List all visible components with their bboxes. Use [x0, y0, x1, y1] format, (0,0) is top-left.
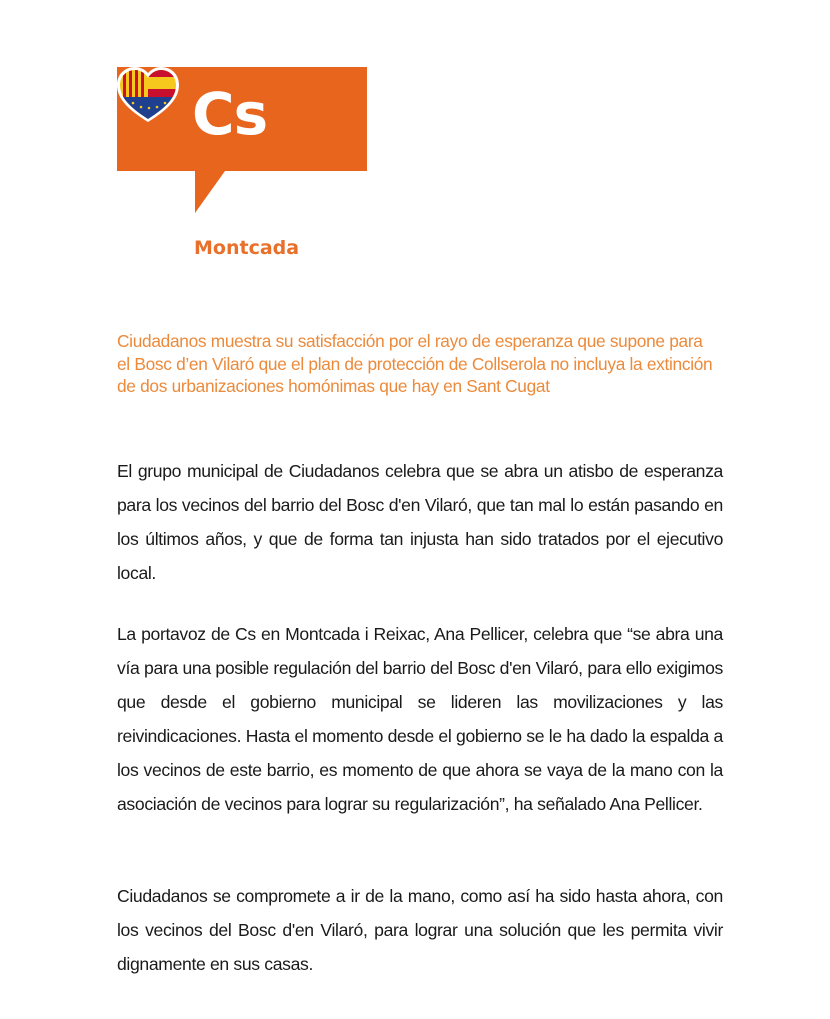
- logo-mark: Cs: [192, 80, 268, 148]
- cs-montcada-logo: [117, 67, 367, 267]
- body-paragraph: Ciudadanos se compromete a ir de la mano, como así ha sido hasta ahora, con los vecinos del Bosc d'en Vilaró, para lograr una solución que les permita vivir dignamente en sus casas.: [117, 886, 723, 974]
- body-paragraph: El grupo municipal de Ciudadanos celebra que se abra un atisbo de esperanza para los vecinos del barrio del Bosc d'en Vilaró, que tan mal lo están pasando en los últimos años, y que de forma tan injusta han sido tratados por el ejecutivo local.: [117, 461, 723, 583]
- body-paragraph: La portavoz de Cs en Montcada i Reixac, Ana Pellicer, celebra que “se abra una vía para una posible regulación del barrio del Bosc d'en Vilaró, para ello exigimos que desde el gobierno municipal se lideren las movilizaciones y las reivindicaciones. Hasta el momento desde el gobierno se le ha dado la espalda a los vecinos de este barrio, es momento de que ahora se vaya de la mano con la asociación de vecinos para lograr su regularización”, ha señalado Ana Pellicer.: [117, 624, 723, 814]
- logo-city-name: Montcada: [194, 237, 300, 259]
- article-subtitle: Ciudadanos muestra su satisfacción por el rayo de esperanza que supone para el Bosc d’en Vilaró que el plan de protección de Collserola no incluya la extinción de dos urbanizaciones homónimas que hay en Sant Cugat: [117, 331, 713, 396]
- heart-flags-icon: [117, 67, 179, 123]
